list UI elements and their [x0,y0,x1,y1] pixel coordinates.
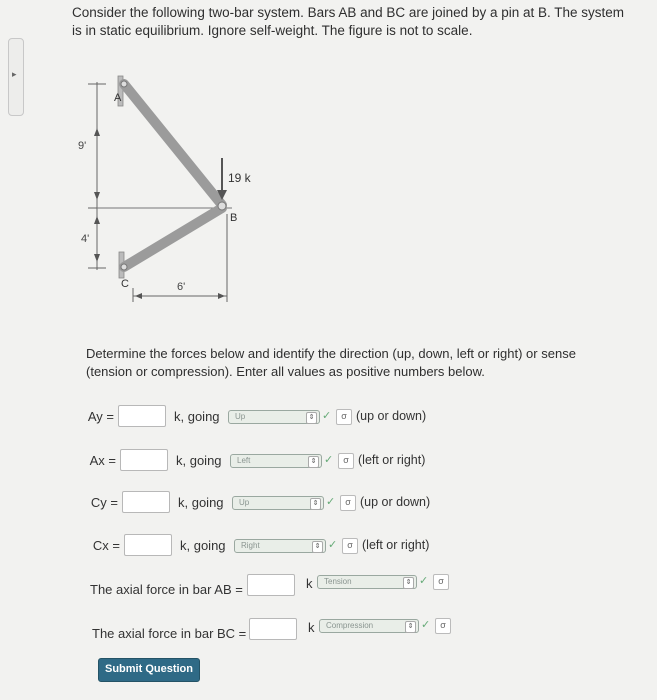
hint-icon[interactable]: σ [340,495,356,511]
pin-a [121,81,127,87]
direction-selected-value: Up [235,412,246,421]
check-icon: ✓ [326,496,336,508]
axial-force-row [92,618,472,642]
two-bar-figure [0,0,657,340]
going-label: k, going [174,409,220,424]
point-a-label: A [114,92,122,104]
point-c-label: C [121,278,129,290]
select-arrow-icon: ⇕ [306,412,317,424]
expand-arrow-icon: ▸ [12,69,17,79]
problem-statement: Consider the following two-bar system. Bars AB and BC are joined by a pin at B. The system is in static equilibrium. Ignore self-weight. The figure is not to scale. [72,5,625,38]
reaction-value-input[interactable] [118,405,166,427]
unit-label: k [306,576,313,591]
hint-icon[interactable]: σ [342,538,358,554]
reaction-variable-label: Cy = [90,495,118,510]
submit-question-button[interactable]: Submit Question [98,658,200,682]
check-icon: ✓ [421,619,431,631]
unit-label: k [308,620,315,635]
select-arrow-icon: ⇕ [405,621,416,633]
direction-select[interactable] [230,454,322,468]
dim-arrow-9-down [94,192,100,200]
hint-icon[interactable]: σ [338,453,354,469]
axial-force-label: The axial force in bar AB = [90,582,243,597]
sense-selected-value: Compression [326,621,374,630]
select-arrow-icon: ⇕ [308,456,319,468]
instructions-text: Determine the forces below and identify the direction (up, down, left or right) or sense (tension or compression). Enter all values as positive numbers below. [86,346,576,379]
dim-arrow-4-down [94,254,100,262]
direction-selected-value: Right [241,541,260,550]
hint-icon[interactable]: σ [336,409,352,425]
dim-arrow-4-up [94,216,100,224]
direction-select[interactable] [234,539,326,553]
reaction-value-input[interactable] [120,449,168,471]
direction-hint-text: (left or right) [358,453,426,467]
pin-b [218,202,226,210]
select-arrow-icon: ⇕ [312,541,323,553]
reaction-variable-label: Cx = [92,538,120,553]
axial-force-row [90,574,470,598]
reaction-row [78,405,498,429]
going-label: k, going [176,453,222,468]
reaction-variable-label: Ax = [89,453,116,468]
load-label: 19 k [228,171,251,185]
pin-c [121,264,127,270]
select-arrow-icon: ⇕ [310,498,321,510]
direction-hint-text: (left or right) [362,538,430,552]
axial-force-input[interactable] [247,574,295,596]
dim-4-label: 4' [81,233,90,245]
reaction-value-input[interactable] [122,491,170,513]
direction-hint-text: (up or down) [360,495,431,509]
going-label: k, going [178,495,224,510]
reaction-row [82,491,502,515]
check-icon: ✓ [328,539,338,551]
point-b-label: B [230,212,238,224]
bar-ab [124,84,222,205]
reaction-variable-label: Ay = [87,409,114,424]
hint-icon[interactable]: σ [435,618,451,634]
select-arrow-icon: ⇕ [403,577,414,589]
going-label: k, going [180,538,226,553]
dim-arrow-6-left [135,293,142,299]
axial-force-input[interactable] [249,618,297,640]
check-icon: ✓ [419,575,429,587]
hint-icon[interactable]: σ [433,574,449,590]
check-icon: ✓ [322,410,332,422]
dim-arrow-9-up [94,128,100,136]
direction-select[interactable] [228,410,320,424]
dim-6-label: 6' [177,281,186,293]
sense-select[interactable] [319,619,419,633]
dim-9-label: 9' [78,140,87,152]
reaction-row [84,534,504,558]
dim-arrow-6-right [218,293,225,299]
check-icon: ✓ [324,454,334,466]
direction-hint-text: (up or down) [356,409,427,423]
axial-force-label: The axial force in bar BC = [92,626,247,641]
direction-select[interactable] [232,496,324,510]
direction-selected-value: Left [237,456,251,465]
sense-select[interactable] [317,575,417,589]
reaction-value-input[interactable] [124,534,172,556]
reaction-row [80,449,500,473]
sense-selected-value: Tension [324,577,352,586]
bar-bc [124,208,222,267]
direction-selected-value: Up [239,498,250,507]
